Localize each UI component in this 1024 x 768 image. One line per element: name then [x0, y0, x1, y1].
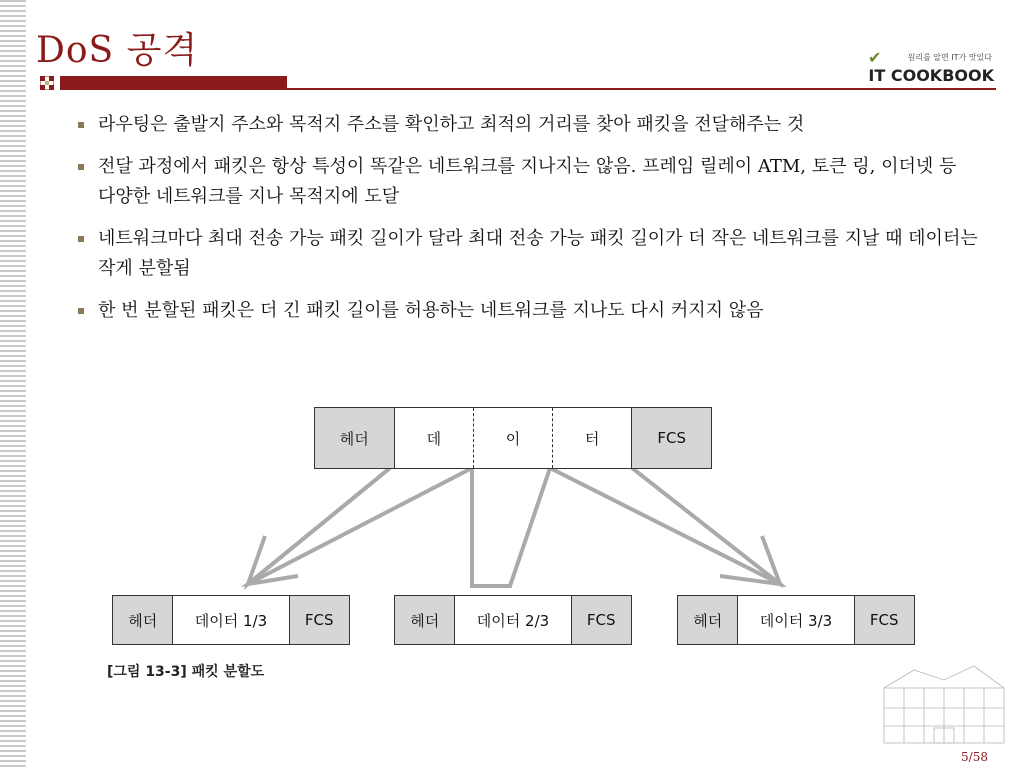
logo-brand: IT COOKBOOK	[868, 66, 994, 85]
title-accent-bar	[60, 76, 287, 88]
fragment-packet-3	[677, 595, 915, 645]
bullet-list	[78, 110, 978, 338]
bullet-marker-icon	[78, 236, 84, 242]
bullet-item	[78, 224, 978, 284]
fragment-packet-2	[394, 595, 632, 645]
fragment-header-cell: 헤더	[678, 596, 737, 644]
original-data-cell-3: 터	[552, 408, 632, 468]
original-data-cell-1: 데	[394, 408, 474, 468]
bullet-text: 전달 과정에서 패킷은 항상 특성이 똑같은 네트워크를 지나지는 않음. 프레임 릴레이 ATM, 토큰 링, 이더넷 등 다양한 네트워크를 지나 목적지에 도달	[98, 156, 957, 207]
bullet-text: 한 번 분할된 패킷은 더 긴 패킷 길이를 허용하는 네트워크를 지나도 다시 커지지 않음	[98, 300, 764, 321]
slide-title: DoS 공격	[36, 30, 199, 71]
original-fcs-cell: FCS	[631, 408, 711, 468]
left-stripe-decoration	[0, 0, 26, 768]
fragment-data-cell: 데이터 1/3	[172, 596, 288, 644]
arrow-to-fragment-3	[550, 468, 780, 584]
fragment-data-cell: 데이터 2/3	[454, 596, 570, 644]
original-packet	[314, 407, 712, 469]
fragment-data-cell: 데이터 3/3	[737, 596, 853, 644]
arrow-to-fragment-1-left	[248, 468, 390, 584]
it-cookbook-logo	[846, 50, 996, 86]
bullet-text: 네트워크마다 최대 전송 가능 패킷 길이가 달라 최대 전송 가능 패킷 길이가 더 작은 네트워크를 지날 때 데이터는 작게 분할됨	[98, 228, 978, 279]
fragment-header-cell: 헤더	[395, 596, 454, 644]
building-sketch-icon	[874, 658, 1014, 748]
bullet-marker-icon	[78, 164, 84, 170]
page-number: 5/58	[961, 750, 988, 764]
bullet-marker-icon	[78, 308, 84, 314]
arrow-to-fragment-3-line	[632, 468, 780, 584]
arrow-to-fragment-2	[472, 468, 550, 586]
original-data-cell-2: 이	[473, 408, 552, 468]
bullet-marker-icon	[78, 122, 84, 128]
bullet-item	[78, 296, 978, 326]
checker-icon	[40, 76, 54, 90]
figure-caption: [그림 13-3] 패킷 분할도	[107, 664, 265, 680]
fragment-packet-1	[112, 595, 350, 645]
arrow-to-fragment-1-line	[248, 468, 472, 584]
fragment-header-cell: 헤더	[113, 596, 172, 644]
fragment-fcs-cell: FCS	[854, 596, 914, 644]
fragment-fcs-cell: FCS	[289, 596, 349, 644]
bullet-item	[78, 152, 978, 212]
title-rule	[60, 88, 996, 90]
bullet-item	[78, 110, 978, 140]
fragment-fcs-cell: FCS	[571, 596, 631, 644]
bullet-text: 라우팅은 출발지 주소와 목적지 주소를 확인하고 최적의 거리를 찾아 패킷을 전달해주는 것	[98, 114, 805, 135]
original-header-cell: 헤더	[315, 408, 394, 468]
packet-fragmentation-diagram	[100, 400, 930, 690]
checkmark-icon: ✔	[868, 48, 882, 67]
logo-tagline: 원리를 알면 IT가 맛있다	[907, 53, 992, 62]
